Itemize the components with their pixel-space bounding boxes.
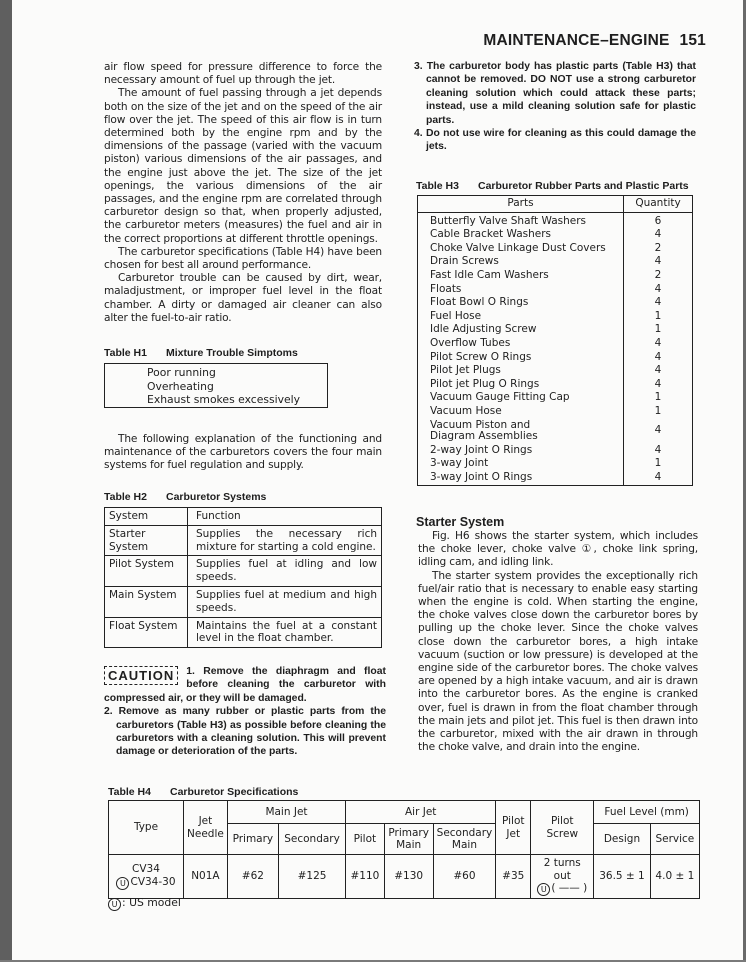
table-row: [418, 337, 693, 351]
table-header-row: [109, 801, 700, 824]
part-cell: 2-way Joint O Rings: [430, 443, 533, 456]
table-row: [418, 283, 693, 297]
air-primary-main-cell: #130: [384, 855, 433, 899]
function-cell: Supplies the necessary rich mixture for starting a cold engine.: [188, 525, 382, 556]
column-header: Function: [188, 508, 382, 526]
part-cell: Cable Bracket Washers: [430, 228, 552, 241]
main-primary-cell: #62: [227, 855, 278, 899]
system-cell: Float System: [105, 617, 188, 648]
table-number: Table H2: [104, 491, 147, 503]
column-header: Parts: [418, 196, 624, 213]
column-header: Pilot: [346, 824, 385, 855]
table-row: [418, 378, 693, 392]
part-cell: Pilot jet Plug O Rings: [430, 377, 540, 390]
qty-cell: 4: [624, 337, 693, 351]
column-header: Type: [109, 801, 184, 855]
column-header: Jet Needle: [184, 801, 228, 855]
column-header: Primary Main: [384, 824, 433, 855]
qty-cell: 1: [624, 391, 693, 405]
table-number: Table H1: [104, 347, 147, 359]
function-cell: Supplies fuel at medium and high speeds.: [188, 586, 382, 617]
running-header: [430, 32, 706, 50]
table-title: Carburetor Specifications: [170, 786, 299, 798]
section-heading: Starter System: [416, 515, 505, 529]
part-cell: Pilot Screw O Rings: [430, 350, 532, 363]
table-h3: [417, 195, 693, 486]
column-header: Pilot Screw: [531, 801, 594, 855]
part-cell: Float Bowl O Rings: [430, 296, 529, 309]
column-header: Primary: [227, 824, 278, 855]
paragraph: The following explanation of the functioning and maintenance of the carburetors covers the four main systems for fuel regulation and supply.: [104, 433, 382, 472]
qty-cell: 4: [624, 364, 693, 378]
table-row: [418, 255, 693, 269]
table-row: [418, 351, 693, 365]
table-h3-caption: [416, 180, 689, 192]
qty-cell: 2: [624, 269, 693, 283]
table-row: [105, 586, 382, 617]
air-pilot-cell: #110: [346, 855, 385, 899]
us-model-mark-icon: U: [116, 877, 129, 890]
table-row: [109, 855, 700, 899]
qty-cell: 4: [624, 283, 693, 297]
part-cell: Floats: [430, 282, 462, 295]
fuel-design-cell: 36.5 ± 1: [594, 855, 650, 899]
page-left-border: [0, 0, 12, 962]
qty-cell: 4: [624, 351, 693, 365]
column-header: Secondary: [278, 824, 345, 855]
caution-item: 3. The carburetor body has plastic parts (Table H3) that cannot be removed. DO NOT use a strong carburetor cleaning solution which could attack these parts; instead, use a mild cleaning solution safe for plastic parts.: [414, 61, 696, 126]
part-cell: Choke Valve Linkage Dust Covers: [430, 241, 606, 254]
intro-text: [104, 61, 382, 325]
table-h1: [104, 363, 328, 408]
part-cell: Butterfly Valve Shaft Washers: [430, 214, 587, 227]
system-cell: Main System: [105, 586, 188, 617]
table-row: [105, 617, 382, 648]
table-h2: [104, 507, 382, 648]
table-h1-caption: [104, 347, 298, 359]
qty-cell: 4: [624, 444, 693, 458]
part-cell: Idle Adjusting Screw: [430, 323, 537, 336]
part-cell: Overflow Tubes: [430, 336, 511, 349]
table-title: Carburetor Systems: [166, 491, 267, 503]
table-row: [105, 525, 382, 556]
caution-item: 1. Remove the diaphragm and float before cleaning the carburetor with compressed air, or they will be damaged.: [104, 666, 386, 704]
caution-item: 2. Remove as many rubber or plastic parts from the carburetors (Table H3) as possible before cleaning the carburetors with a cleaning solution. This will prevent damage or deterioration of the parts.: [104, 706, 386, 758]
table-h2-caption: [104, 491, 266, 503]
column-header: Main Jet: [227, 801, 345, 824]
qty-cell: 4: [624, 228, 693, 242]
table-row: [418, 391, 693, 405]
table-row: [418, 296, 693, 310]
us-model-mark-icon: U: [108, 898, 121, 911]
symptom-item: Poor running: [147, 366, 216, 379]
table-row: [418, 457, 693, 471]
column-header: System: [105, 508, 188, 526]
pilot-jet-cell: #35: [496, 855, 531, 899]
column-header: Quantity: [624, 196, 693, 213]
table-row: [418, 444, 693, 458]
part-cell: Vacuum Gauge Fitting Cap: [430, 391, 570, 404]
qty-cell: 1: [624, 405, 693, 419]
column-header: Fuel Level (mm): [594, 801, 700, 824]
pilot-screw-cell: 2 turns out U ( —— ): [531, 855, 594, 899]
type-cell: [109, 855, 184, 899]
column-header: Secondary Main: [433, 824, 496, 855]
paragraph: The carburetor specifications (Table H4) have been chosen for best all around performance.: [104, 245, 382, 272]
main-secondary-cell: #125: [278, 855, 345, 899]
column-header: Design: [594, 824, 650, 855]
table-row: [418, 242, 693, 256]
qty-cell: 2: [624, 242, 693, 256]
paragraph: Carburetor trouble can be caused by dirt, wear, maladjustment, or improper fuel level in the float chamber. A dirty or damaged air cleaner can also alter the fuel-to-air ratio.: [104, 272, 382, 324]
caution-item: 4. Do not use wire for cleaning as this could damage the jets.: [414, 128, 696, 153]
jet-needle-cell: N01A: [184, 855, 228, 899]
part-cell: 3-way Joint O Rings: [430, 470, 533, 483]
qty-cell: 4: [624, 255, 693, 269]
qty-cell: 6: [624, 212, 693, 228]
table-header-row: [418, 196, 693, 213]
table-row: [418, 419, 693, 444]
table-row: [418, 228, 693, 242]
table-row: [418, 471, 693, 486]
type-line: CV34: [132, 863, 160, 876]
table-row: [418, 323, 693, 337]
part-cell: Vacuum Hose: [430, 404, 502, 417]
section-title: MAINTENANCE–ENGINE: [483, 32, 670, 49]
table-footnote: U : US model: [108, 896, 181, 911]
table-h4-caption: [108, 786, 298, 798]
part-cell: Drain Screws: [430, 255, 499, 268]
table-row: [418, 405, 693, 419]
part-cell: Fast Idle Cam Washers: [430, 268, 549, 281]
starter-system-text: [418, 530, 698, 754]
page-number: 151: [679, 32, 706, 49]
system-cell: Starter System: [105, 525, 188, 556]
part-cell: 3-way Joint: [430, 457, 489, 470]
column-header: Service: [650, 824, 699, 855]
caution-block: [104, 665, 386, 759]
caution-continued: [414, 60, 696, 154]
table-title: Carburetor Rubber Parts and Plastic Parts: [478, 180, 689, 192]
table-header-row: [105, 508, 382, 526]
qty-cell: 1: [624, 310, 693, 324]
table-row: [418, 269, 693, 283]
column-header: Pilot Jet: [496, 801, 531, 855]
table-number: Table H3: [416, 180, 459, 192]
table-row: [418, 212, 693, 228]
part-cell: Fuel Hose: [430, 309, 482, 322]
qty-cell: 4: [624, 419, 693, 444]
qty-cell: 1: [624, 323, 693, 337]
table-title: Mixture Trouble Simptoms: [166, 347, 298, 359]
type-line: U CV34-30: [112, 876, 180, 890]
table-number: Table H4: [108, 786, 151, 798]
fuel-service-cell: 4.0 ± 1: [650, 855, 699, 899]
function-cell: Supplies fuel at idling and low speeds.: [188, 556, 382, 587]
table-row: [418, 310, 693, 324]
column-header: Air Jet: [346, 801, 496, 824]
paragraph: The amount of fuel passing through a jet depends both on the size of the jet and on the speed of the air flow over the jet. The speed of this air flow is in turn determined both by the engine rpm and by the dimensions of the passage (varied with the vacuum piston) various dimensions of the air passages, and the engine just above the jet. The size of the jet openings, the various dimensions of the air passages, and the engine rpm are correlated through carburetor design so that, when properly adjusted, the carburetor meters (measures) the fuel and air in the correct proportions at different throttle openings.: [104, 87, 382, 245]
explanation-text: [104, 433, 382, 473]
paragraph: Fig. H6 shows the starter system, which includes the choke lever, choke valve ①, choke link spring, idling cam, and idling link.: [418, 530, 698, 569]
qty-cell: 1: [624, 457, 693, 471]
table-row: [105, 556, 382, 587]
function-cell: Maintains the fuel at a constant level in the float chamber.: [188, 617, 382, 648]
caution-badge: CAUTION: [104, 666, 178, 685]
symptom-item: Exhaust smokes excessively: [147, 393, 301, 406]
paragraph: air flow speed for pressure difference to force the necessary amount of fuel up through the jet.: [104, 61, 382, 87]
qty-cell: 4: [624, 296, 693, 310]
table-h4: [108, 800, 700, 899]
symptom-item: Overheating: [147, 379, 214, 393]
us-model-mark-icon: U: [537, 883, 550, 896]
air-secondary-main-cell: #60: [433, 855, 496, 899]
table-row: [418, 364, 693, 378]
system-cell: Pilot System: [105, 556, 188, 587]
qty-cell: 4: [624, 471, 693, 486]
paragraph: The starter system provides the exceptionally rich fuel/air ratio that is necessary to enable easy starting when the engine is cold. When starting the engine, the choke valves close down the carburetor bores by pulling up the choke lever. Since the choke valves close down the carburetor bores, a high intake vacuum (suction or low pressure) is developed at the engine side of the carburetor bores. The choke valves are opened by a high intake vacuum, and air is drawn into the carburetor bores. As the engine is cranked over, fuel is drawn in from the float chamber through the main jets and pilot jet. This fuel is then drawn into the carburetor, mixed with the air drawn in through the choke valve, and drain into the engine.: [418, 569, 698, 754]
part-cell: Pilot Jet Plugs: [430, 364, 501, 377]
part-cell: Vacuum Piston and Diagram Assemblies: [430, 418, 538, 443]
qty-cell: 4: [624, 378, 693, 392]
